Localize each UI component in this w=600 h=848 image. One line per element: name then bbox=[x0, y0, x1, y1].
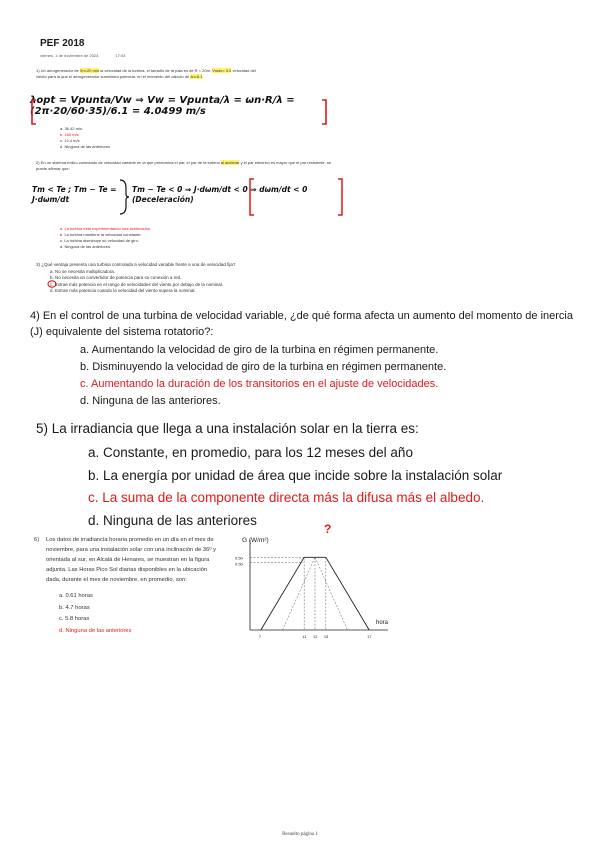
q2-options bbox=[40, 226, 240, 250]
q5-option-a: a. Constante, en promedio, para los 12 meses del año bbox=[88, 445, 413, 460]
q1-part: . bbox=[202, 74, 204, 79]
x-tick-label: 13 bbox=[323, 634, 329, 639]
q5-text: 5) La irradiancia que llega a una instalación solar en la tierra es: bbox=[36, 421, 419, 436]
q1-options bbox=[40, 126, 200, 150]
page-title: PEF 2018 bbox=[40, 38, 85, 49]
q1-highlight: Vn=20 m/s bbox=[79, 68, 100, 73]
q3-answer-circle bbox=[47, 280, 57, 288]
q1-highlight: Vmáx= 3.5 bbox=[212, 68, 232, 73]
q1-option-b: b. 180 m/s bbox=[60, 132, 79, 137]
q2-handwritten-left: Tm < Te ; Tm − Te = J·dωm/dt bbox=[32, 185, 117, 204]
q2-option-b: b. La turbina mantiene la velocidad constante. bbox=[60, 232, 142, 237]
q6-text: Los datos de irradiancia horaria promedio en un día en el mes de noviembre, para una instalación solar con una inclinación de 36º y orientada al sur, en Alcalá de Henares, se muestran en la figura adjunta. Las Horas Pico Sol diarias disponibles en la ubicación dada, durante el mes de noviembre, en promedio, son: bbox=[46, 537, 217, 583]
q4-option-a: a. Aumentando la velocidad de giro de la turbina en régimen permanente. bbox=[80, 344, 439, 356]
q5-option-c: c. La suma de la componente directa más la difusa más el albedo. bbox=[88, 490, 485, 505]
q4-option-c: c. Aumentando la duración de los transitorios en el ajuste de velocidades. bbox=[80, 378, 439, 390]
q1-option-d: d. Ninguna de las anteriores bbox=[60, 144, 111, 149]
question-4 bbox=[30, 308, 585, 410]
q6-option-c: c. 5.8 horas bbox=[59, 616, 90, 622]
x-tick-label: 17 bbox=[367, 634, 372, 639]
q4-text: 4) En el control de una turbina de velocidad variable, ¿de qué forma afecta un aumento del momento de inercia (J) equivalente del sistema rotatorio?: bbox=[30, 310, 573, 338]
question-1 bbox=[36, 68, 266, 80]
q2-option-a: a. La turbina está experimentando una aceleración. bbox=[60, 226, 152, 231]
q5-option-d: d. Ninguna de las anteriores bbox=[88, 512, 257, 528]
q1-red-brackets bbox=[30, 98, 330, 126]
x-tick-label: 12 bbox=[313, 634, 318, 639]
q2-handwritten-right: Tm − Te < 0 ⇒ J·dωm/dt < 0 ⇒ dωm/dt < 0 (Deceleración) bbox=[132, 185, 308, 204]
q4-option-d: d. Ninguna de las anteriores. bbox=[80, 395, 221, 407]
q6-question-mark: ? bbox=[324, 522, 332, 536]
q2-part: 2) En un sistema eólico conectado de velocidad variable en la que predomina el par, el par de la turbina bbox=[36, 160, 221, 165]
irradiance-chart bbox=[228, 532, 396, 652]
q1-part: 1) Un aerogenerador de bbox=[36, 68, 80, 73]
q3-option-a: a. No se necesita multiplicadora. bbox=[50, 268, 116, 274]
q1-highlight: λn=6.1 bbox=[190, 74, 203, 79]
q3-option-b: b. No necesita un convertidor de potencia para su conexión a red. bbox=[50, 275, 182, 280]
q3-option-d: d. Extrae más potencia cuando la velocidad del viento supera la nominal. bbox=[50, 288, 196, 293]
y-tick-label: 0.50 bbox=[235, 561, 243, 567]
page-footer: Resuelto página 1 bbox=[282, 832, 318, 837]
q4-option-b: b. Disminuyendo la velocidad de giro de la turbina en régimen permanente. bbox=[80, 361, 447, 373]
q1-part: velocidad del viento para la que el aerogenerador suministra potencia, en el momento del cálculo de bbox=[36, 68, 256, 79]
q2-option-d: d. Ninguna de las anteriores. bbox=[60, 244, 112, 249]
y-axis-label: G (W/m²) bbox=[242, 537, 269, 544]
q1-part: la velocidad de la turbina, el tamaño de la pala es de R = 20m. bbox=[99, 68, 213, 73]
q2-option-c: c. La turbina disminuye su velocidad de giro. bbox=[60, 238, 139, 243]
question-2 bbox=[36, 160, 336, 172]
q6-number: 6) bbox=[34, 537, 40, 543]
q1-option-c: c. 12.4 m/s bbox=[60, 138, 80, 143]
q6-option-d: d. Ninguna de las anteriores bbox=[59, 627, 132, 634]
guide-line bbox=[315, 557, 348, 630]
q3-text: 3) ¿Qué ventaja presenta una turbina controlada a velocidad variable frente a una de velocidad fija? bbox=[36, 262, 236, 267]
q6-option-b: b. 4.7 horas bbox=[59, 604, 90, 611]
q2-curly-brace bbox=[118, 178, 130, 216]
q5-option-b: b. La energía por unidad de área que incide sobre la instalación solar bbox=[88, 467, 503, 483]
q1-handwritten-formula: λopt = Vpunta/Vw ⇒ Vw = Vpunta/λ = ωn·R/λ = (2π·20/60·35)/6.1 = 4.0499 m/s bbox=[30, 95, 295, 117]
q3-option-c: c. Extrae más potencia en el rango de velocidades del viento por debajo de la nominal. bbox=[50, 281, 224, 287]
q6-option-a: a. 0.61 horas bbox=[59, 593, 93, 599]
time-text: 17:03 bbox=[115, 53, 126, 58]
q2-red-brackets bbox=[248, 177, 344, 217]
y-tick-label: 0.50 bbox=[235, 555, 243, 561]
q2-part: y el par eléctrico es mayor que el par resistente, se puede afirmar que: bbox=[36, 160, 332, 171]
x-axis-label: hora bbox=[376, 620, 389, 626]
q1-option-a: a. 36.42 m/s bbox=[60, 126, 83, 131]
x-tick-label: 11 bbox=[302, 634, 307, 639]
question-3 bbox=[36, 262, 356, 295]
q2-highlight: al acelerar bbox=[220, 160, 240, 165]
question-6 bbox=[34, 535, 217, 637]
guide-line bbox=[283, 557, 316, 630]
question-1-text bbox=[36, 68, 266, 80]
question-5 bbox=[36, 419, 591, 532]
page-date bbox=[40, 53, 125, 58]
date-text: viernes, 1 de noviembre de 2024 bbox=[40, 53, 99, 58]
x-tick-label: 7 bbox=[258, 634, 262, 639]
